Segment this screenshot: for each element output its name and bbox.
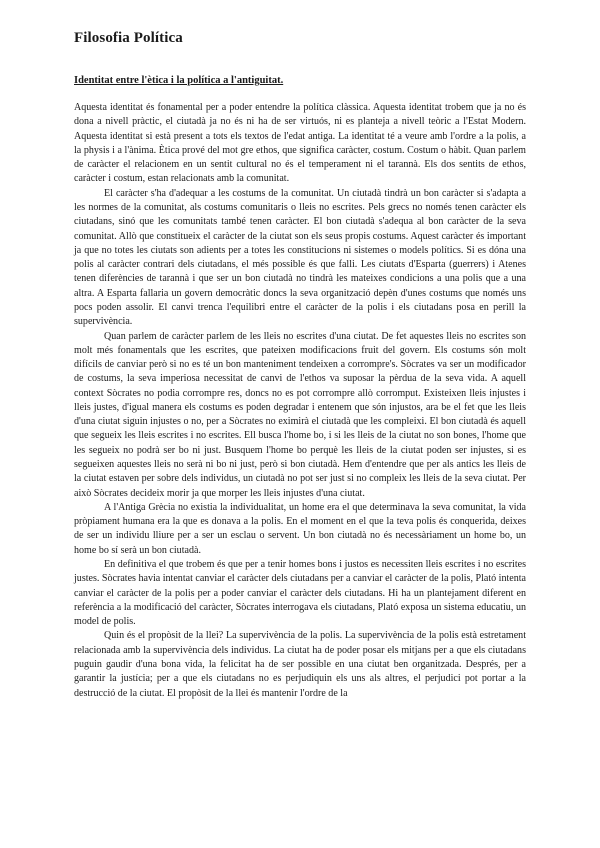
paragraph: Quan parlem de caràcter parlem de les lleis no escrites d'una ciutat. De fet aquestes lleis no escrites son molt més fonamentals que les escrites, que pateixen modificacions fruit del govern. Els costums són molt difícils de canviar però si no es té un bon manteniment tendeixen a corrompre's. Sòcrates va ser un modificador de costums, la seva imperiosa necessitat de canvi de l'ethos va suposar la pèrdua de la seva vida. A aquell context Sòcrates no podia corrompre res, doncs no es pot corrompre allò corromput. Existeixen lleis injustes i lleis justes, d'igual manera els costums es poden degradar i entenem que són injustos, ara be el fet que les lleis d'una ciutat siguin injustes o no, per a Sòcrates no eximirà el ciutadà que les compleixi. El bon ciutadà és aquell que segueix les lleis escrites i no escrites. Ell busca l'home bo, i si les lleis de la ciutat no son bones, l'home que les segueix no podrà ser bo ni just. Busquem l'home bo perquè les lleis de la ciutat poden ser injustes, si es segueixen aquestes lleis no serà ni bo ni just, però si bon ciutadà. Hem d'entendre que per als antics les lleis de la ciutat estaven per sobre dels individus, un ciutadà no pot ser just si no compleix les lleis de la seva ciutat. Per això Sòcrates decideix morir ja que morper les lleis injustes d'una ciutat. [74, 330, 526, 499]
paragraph: Quin és el propòsit de la llei? La supervivència de la polis. La supervivència de la polis està estretament relacionada amb la supervivència dels individus. La ciutat ha de poder posar els mitjans per a que els ciutadans puguin gaudir d'una bona vida, la felicitat ha de ser possible en una ciutat ben organitzada. Després, per a garantir la justícia; per a que els ciutadans no es perjudiquin els uns als altres, el perjudici pot portar a la destrucció de la ciutat. El propòsit de la llei és mantenir l'ordre de la [74, 630, 526, 699]
document-body [74, 101, 526, 701]
section-title: Identitat entre l'ètica i la política a l'antiguitat. [74, 75, 284, 86]
document-header-title: Filosofia Política [74, 30, 183, 46]
paragraph: A l'Antiga Grècia no existia la individualitat, un home era el que determinava la seva comunitat, la vida pròpiament humana era la que es donava a la polis. En el moment en el que la teva polis és conquerida, deixes de ser un individu lliure per a ser un esclau o servent. Un bon ciutadà no és necessàriament un home bo, un home bo sí serà un bon ciutadà. [74, 501, 526, 556]
paragraph: En definitiva el que trobem és que per a tenir homes bons i justos es necessiten lleis escrites i no escrites justes. Sòcrates havia intentat canviar el caràcter dels ciutadans per a canviar el caràcter de la polis, Plató intenta canviar el caràcter de la polis per a poder canviar el caràcter dels ciutadans. Hi ha un plantejament diferent en referència a la modificació del caràcter, Sòcrates interrogava els ciutadans, Plató exposa un sistema educatiu, un model de polis. [74, 559, 526, 628]
paragraph: Aquesta identitat és fonamental per a poder entendre la política clàssica. Aquesta identitat trobem que ja no és dona a nivell pràctic, el ciutadà ja no és ni ha de ser virtuós, ni es planteja a nivell teòric a l'Estat Modern. Aquesta identitat si està present a tots els textos de l'edat antiga. La identitat té a veure amb l'ordre a la polis, a la physis i a l'ànima. Ètica prové del mot gre ethos, que significa caràcter, costum. Costum o hàbit. Quan parlem de caràcter el relacionem en un sentit cultural no és el temperament ni el tarannà. Els dos sentits de ethos, caràcter i costum, estan relacionats amb la comunitat. [74, 102, 526, 185]
paragraph: El caràcter s'ha d'adequar a les costums de la comunitat. Un ciutadà tindrà un bon caràcter si s'adapta a les normes de la comunitat, als costums comunitaris o lleis no escrites. Pels grecs no només tenen caràcter els ciutadans, sinó que les comunitats també tenen caràcter. El bon ciutadà s'adequa al bon caràcter de la seva comunitat. Allò que constitueix el caràcter de la ciutat son els seus propis costums. Aquest caràcter és important ja que no totes les ciutats son adients per a totes les constitucions ni sistemes o models polítics. Si es dóna una polis al caràcter contrari dels ciutadans, el més possible és que falli. Les ciutats d'Esparta (guerrers) i Atenes tenen diferències de tarannà i que ser un bon ciutadà no tindrà les mateixes condicions a una polis que a una altra. A Esparta fallaria un govern democràtic doncs la seva organització depèn d'unes costums que només uns pocs poden assolir. El canvi trenca l'equilibri entre el caràcter de la polis i els ciutadans posa en perill la supervivència. [74, 187, 526, 328]
